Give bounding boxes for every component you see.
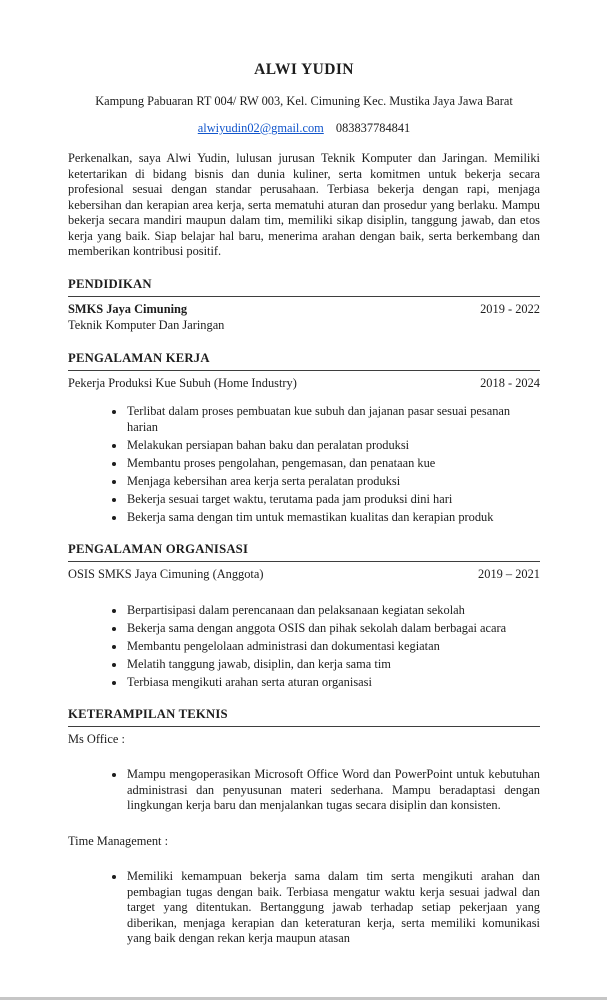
work-bullet: • Bekerja sesuai target waktu, terutama pada jam produksi dini hari <box>126 492 540 508</box>
organization-entry <box>68 567 540 583</box>
summary-paragraph: Perkenalkan, saya Alwi Yudin, lulusan jurusan Teknik Komputer dan Jaringan. Memiliki ketertarikan di bidang bisnis dan dunia kuliner, serta komitmen untuk bekerja secara profesional sesuai dengan standar perusahaan. Terbiasa bekerja dengan rapi, menjaga kebersihan dan kerapian area kerja, serta mematuhi aturan dan prosedur yang berlaku. Mampu bekerja secara mandiri maupun dalam tim, memiliki sikap disiplin, tanggung jawab, dan etos kerja yang baik. Siap belajar hal baru, menerima arahan dengan baik, serta berkembang dan memberikan kontribusi positif. <box>68 151 540 259</box>
skills-heading: KETERAMPILAN TEKNIS <box>68 707 540 727</box>
address-line: Kampung Pabuaran RT 004/ RW 003, Kel. Cimuning Kec. Mustika Jaya Jawa Barat <box>95 94 513 109</box>
organization-bullet: • Terbiasa mengikuti arahan serta aturan organisasi <box>126 675 540 691</box>
work-bullet: • Menjaga kebersihan area kerja serta peralatan produksi <box>126 474 540 490</box>
phone-number: 083837784841 <box>335 120 411 135</box>
work-title: Pekerja Produksi Kue Subuh (Home Industry) <box>68 375 297 390</box>
organization-period: 2019 – 2021 <box>478 567 540 581</box>
skill-ms-office-bullet-list <box>68 767 540 814</box>
organization-bullet-list <box>68 603 540 691</box>
organization-bullet: • Bekerja sama dengan anggota OSIS dan pihak sekolah dalam berbagai acara <box>126 621 540 637</box>
skill-group-label-time-management: Time Management : <box>68 833 169 848</box>
section-technical-skills <box>68 707 540 947</box>
organization-bullet: • Melatih tanggung jawab, disiplin, dan kerja sama tim <box>126 657 540 673</box>
organization-heading: PENGALAMAN ORGANISASI <box>68 542 540 562</box>
skill-bullet: • Mampu mengoperasikan Microsoft Office Word dan PowerPoint untuk kebutuhan administrasi dan penyusunan materi sederhana. Mampu beradaptasi dengan lingkungan kerja baru dan menjalankan tugas secara disiplin dan konsisten. <box>126 767 540 814</box>
organization-bullet: • Berpartisipasi dalam perencanaan dan pelaksanaan kegiatan sekolah <box>126 603 540 619</box>
section-organization <box>68 542 540 690</box>
name-heading: ALWI YUDIN <box>254 61 354 78</box>
education-entry <box>68 302 540 318</box>
work-entry <box>68 376 540 392</box>
education-major: Teknik Komputer Dan Jaringan <box>68 318 225 333</box>
skill-time-management-bullet-list <box>68 869 540 947</box>
organization-bullet: • Membantu pengelolaan administrasi dan dokumentasi kegiatan <box>126 639 540 655</box>
education-heading: PENDIDIKAN <box>68 277 540 297</box>
section-education <box>68 277 540 334</box>
work-heading: PENGALAMAN KERJA <box>68 351 540 371</box>
work-bullet: • Terlibat dalam proses pembuatan kue subuh dan jajanan pasar sesuai pesanan harian <box>126 404 540 435</box>
work-bullet: • Melakukan persiapan bahan baku dan peralatan produksi <box>126 438 540 454</box>
skill-bullet: • Memiliki kemampuan bekerja sama dalam tim serta mengikuti arahan dan pembagian tugas dengan baik. Terbiasa mengatur waktu kerja sesuai jadwal dan target yang ditentukan. Bertanggung jawab terhadap setiap pekerjaan yang diberikan, menjaga kerapian dan keteraturan kerja, serta memiliki komunikasi yang baik dengan rekan kerja maupun atasan <box>126 869 540 947</box>
work-bullet: • Bekerja sama dengan tim untuk memastikan kualitas dan kerapian produk <box>126 510 540 526</box>
section-work-experience <box>68 351 540 525</box>
work-bullet-list <box>68 404 540 525</box>
work-bullet: • Membantu proses pengolahan, pengemasan, dan penataan kue <box>126 456 540 472</box>
organization-title: OSIS SMKS Jaya Cimuning (Anggota) <box>68 567 264 581</box>
email-link[interactable]: alwiyudin02@gmail.com <box>197 120 324 135</box>
contact-line <box>68 121 540 137</box>
skill-group-label-ms-office: Ms Office : <box>68 731 125 746</box>
education-period: 2019 - 2022 <box>480 301 540 316</box>
work-period: 2018 - 2024 <box>480 375 540 390</box>
education-school: SMKS Jaya Cimuning <box>68 301 188 316</box>
